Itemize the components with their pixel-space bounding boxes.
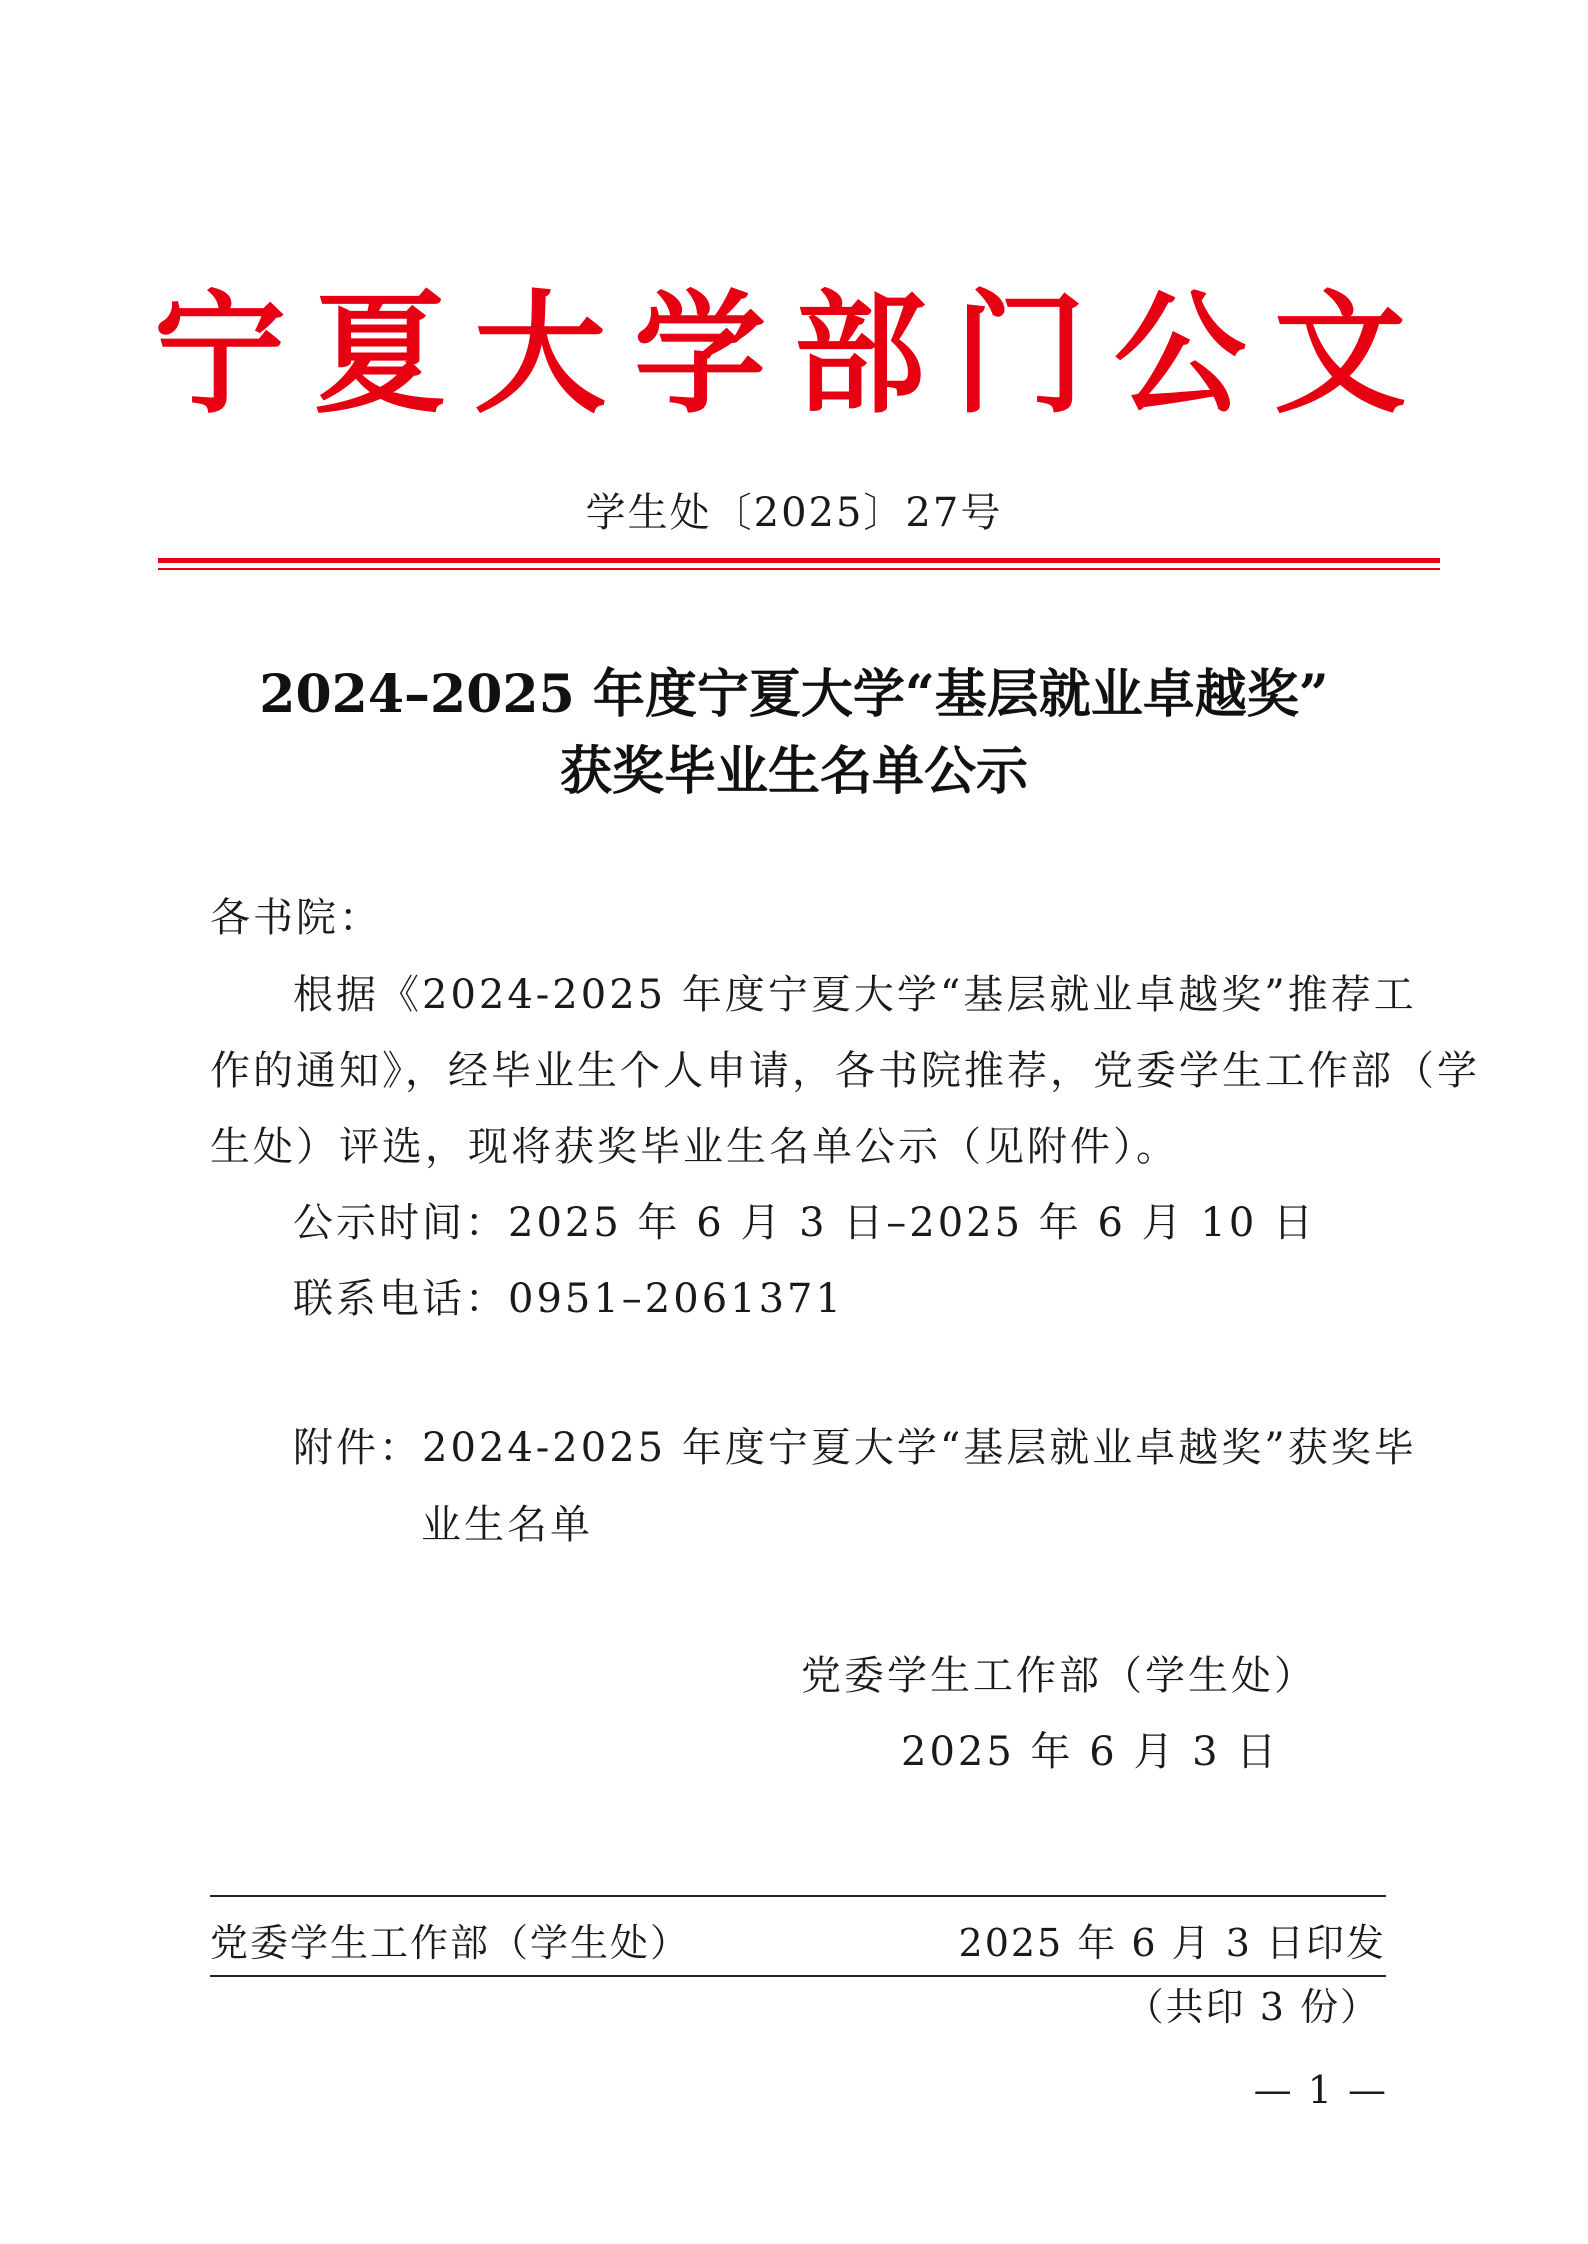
page-number: — 1 — bbox=[1253, 2068, 1388, 2112]
red-separator-thick bbox=[158, 558, 1440, 563]
signature-date: 2025 年 6 月 3 日 bbox=[901, 1729, 1280, 1775]
red-separator-thin bbox=[158, 568, 1440, 570]
contact-phone: 联系电话：0951–2061371 bbox=[293, 1276, 844, 1322]
document-number: 学生处〔2025〕27号 bbox=[585, 490, 1003, 536]
publicity-period: 公示时间：2025 年 6 月 3 日–2025 年 6 月 10 日 bbox=[293, 1200, 1316, 1246]
footer-issue-date: 2025 年 6 月 3 日印发 bbox=[958, 1921, 1386, 1965]
body-paragraph-line-1: 根据《2024-2025 年度宁夏大学“基层就业卓越奖”推荐工 bbox=[293, 972, 1417, 1018]
footer-issuer: 党委学生工作部（学生处） bbox=[210, 1921, 691, 1965]
body-paragraph-line-3: 生处）评选，现将获奖毕业生名单公示（见附件）。 bbox=[210, 1124, 1179, 1170]
salutation: 各书院： bbox=[210, 895, 382, 941]
notice-title-line-2: 获奖毕业生名单公示 bbox=[559, 741, 1028, 802]
attachment-line-2: 业生名单 bbox=[421, 1502, 593, 1548]
masthead-title: 宁夏大学部门公文 bbox=[154, 277, 1434, 432]
footer-rule-top bbox=[210, 1895, 1386, 1897]
notice-title-line-1: 2024–2025 年度宁夏大学“基层就业卓越奖” bbox=[259, 664, 1329, 725]
attachment-line-1: 附件：2024-2025 年度宁夏大学“基层就业卓越奖”获奖毕 bbox=[293, 1425, 1417, 1471]
signature-department: 党委学生工作部（学生处） bbox=[801, 1653, 1317, 1699]
body-paragraph-line-2: 作的通知》，经毕业生个人申请，各书院推荐，党委学生工作部（学 bbox=[210, 1048, 1480, 1094]
footer-copies: （共印 3 份） bbox=[1125, 1985, 1380, 2029]
footer-rule-bottom bbox=[210, 1975, 1386, 1977]
